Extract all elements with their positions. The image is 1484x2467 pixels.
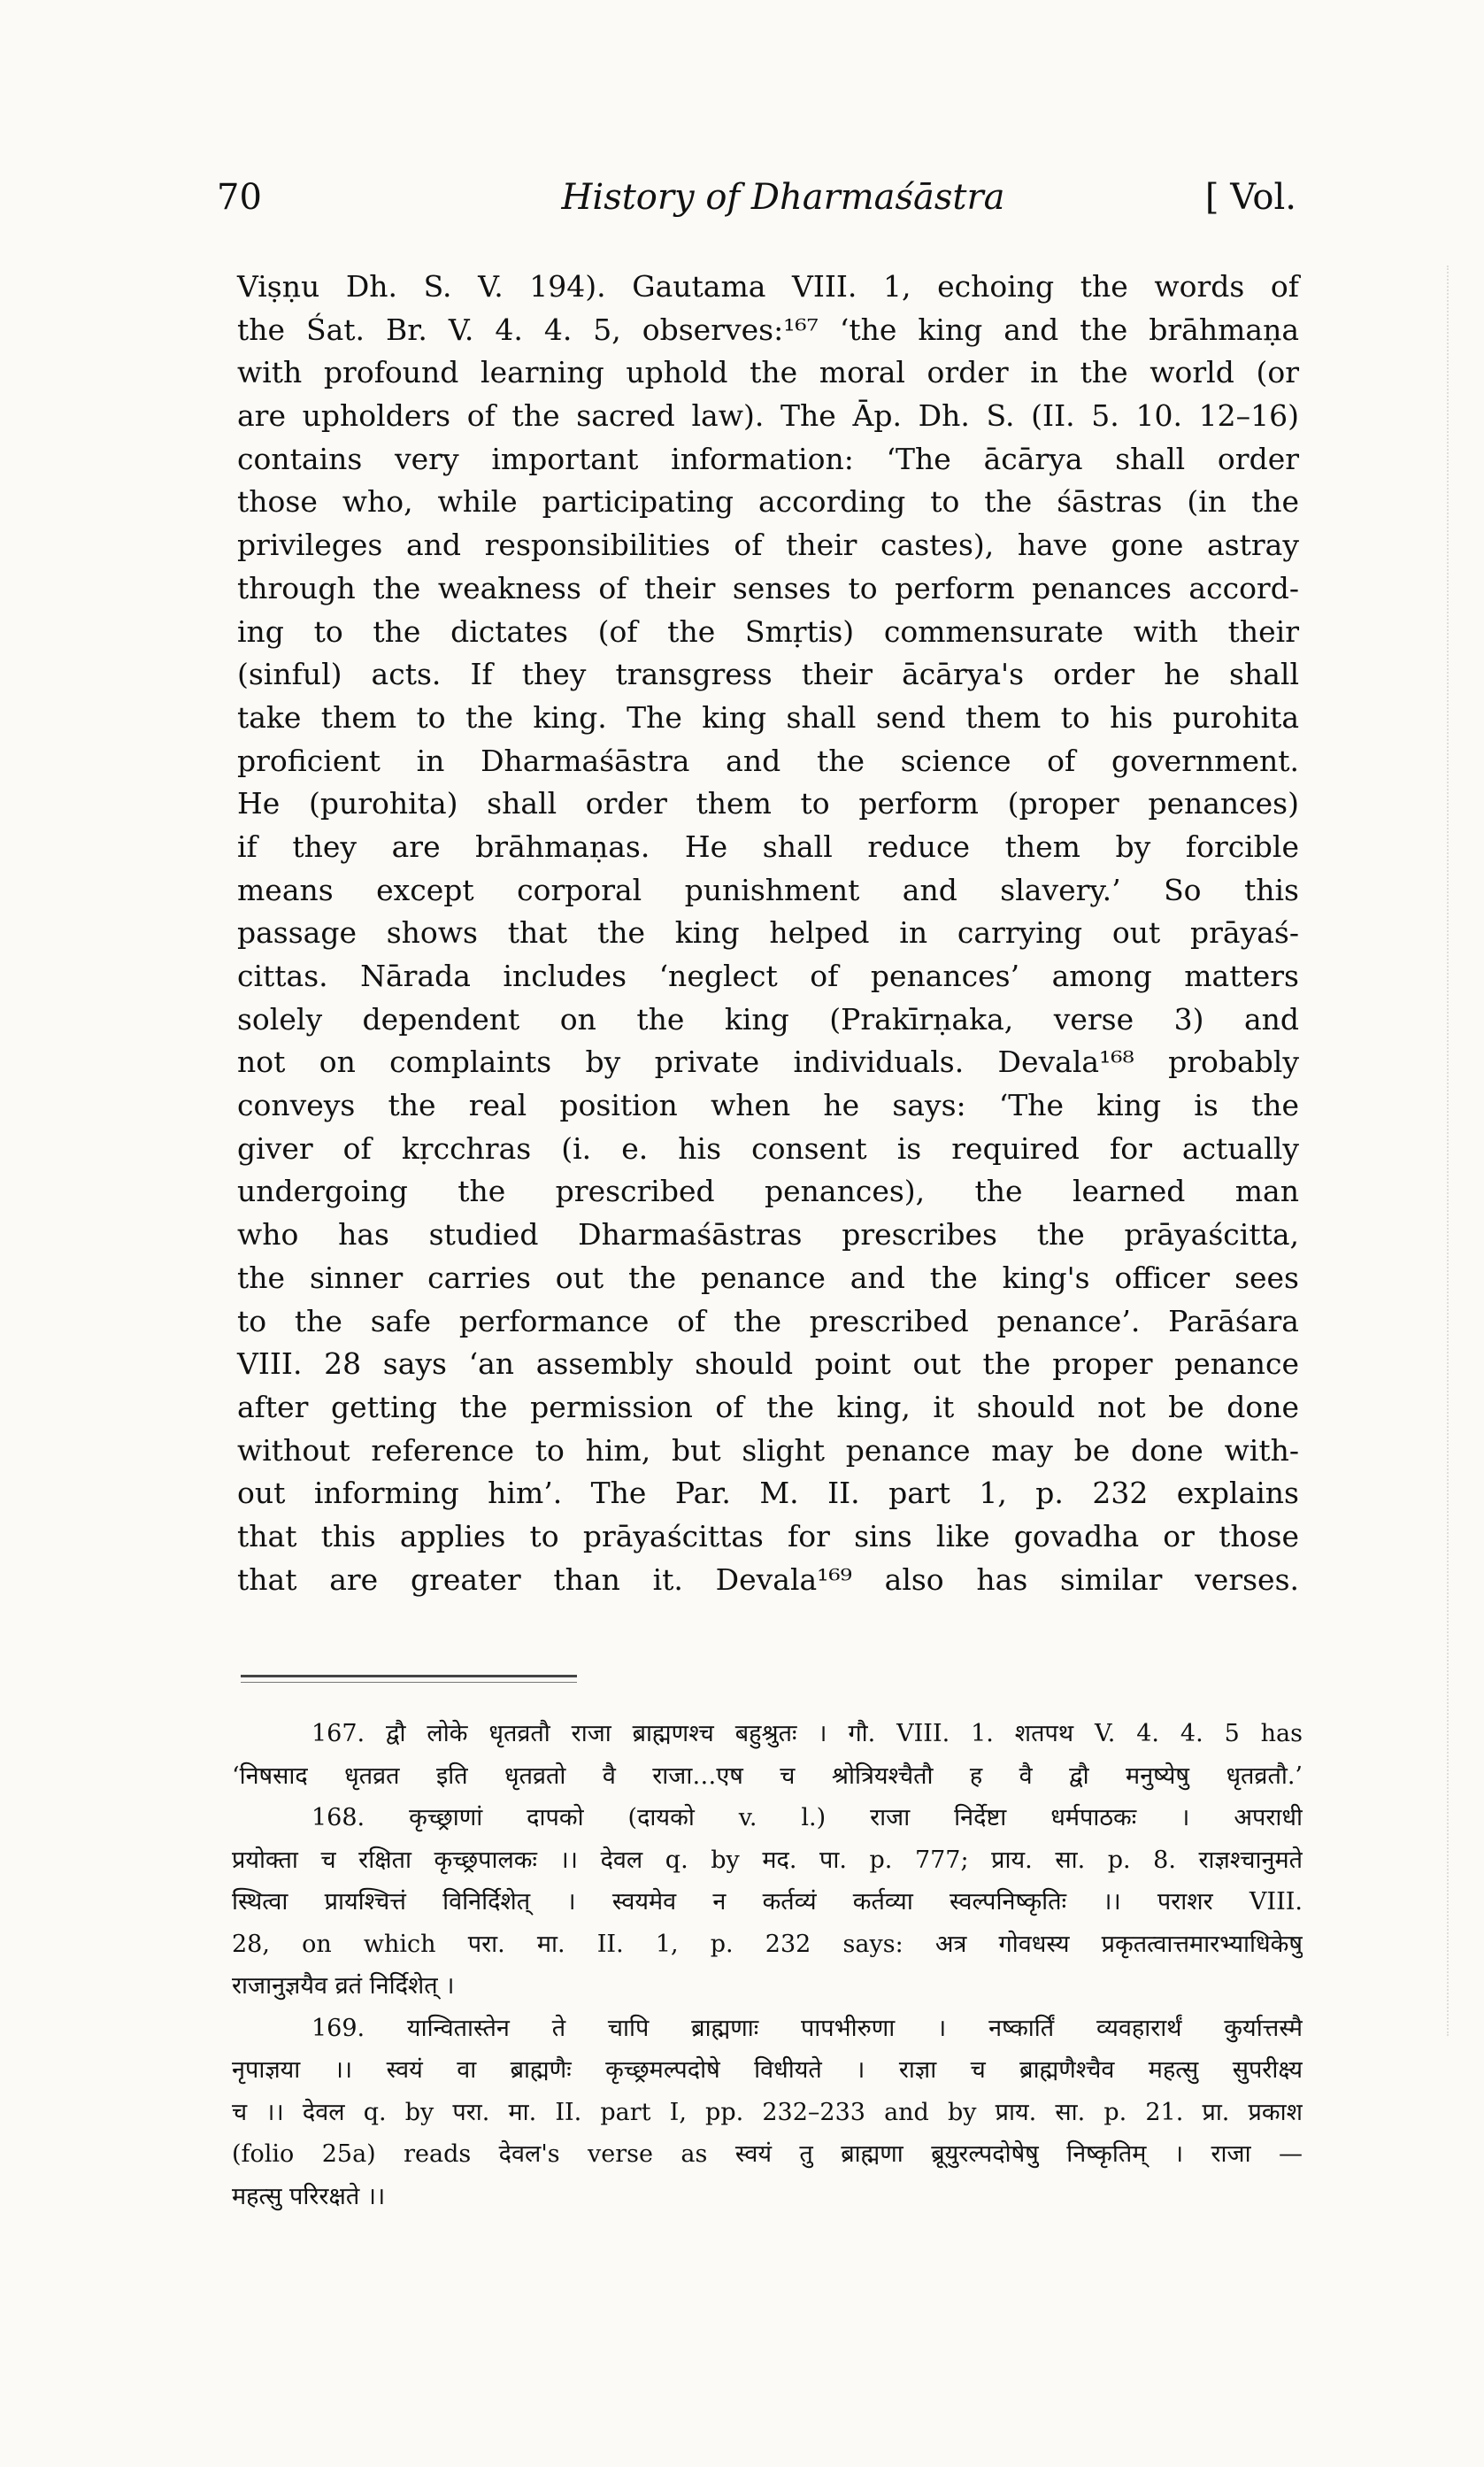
footnote-line: 169. यान्वितास्तेन ते चापि ब्राह्मणाः पापभीरुणा । नष्कार्तिं व्यवहारार्थं कुर्यात्तस्मै <box>311 2014 1303 2042</box>
text-line: the sinner carries out the penance and the king's officer sees <box>237 1260 1299 1295</box>
page-number: 70 <box>217 177 262 218</box>
footnote-line: महत्सु परिरक्षते ।। <box>232 2182 386 2210</box>
text-line: not on complaints by private individuals. Devala¹⁶⁸ probably <box>237 1045 1299 1080</box>
text-line: take them to the king. The king shall send them to his purohita <box>237 699 1299 735</box>
text-line: that are greater than it. Devala¹⁶⁹ also has similar verses. <box>237 1561 1299 1597</box>
text-line: contains very important information: ‘The ācārya shall order <box>237 441 1299 476</box>
main-text <box>237 266 1299 1601</box>
text-line: who has studied Dharmaśāstras prescribes the prāyaścitta, <box>237 1217 1299 1253</box>
text-line: giver of kṛcchras (i. e. his consent is required for actually <box>237 1130 1299 1166</box>
text-line: passage shows that the king helped in carrying out prāyaś- <box>237 915 1299 951</box>
volume-label: [ Vol. <box>1204 177 1296 218</box>
footnote-line: ‘निषसाद धृतव्रत इति धृतव्रतो वै राजा…एष च श्रोत्रियश्चैतौ ह वै द्वौ मनुष्येषु धृतव्रतौ.’ <box>232 1762 1303 1790</box>
footnote-line: 167. द्वौ लोके धृतव्रतौ राजा ब्राह्मणश्च बहुश्रुतः । गौ. VIII. 1. शतपथ V. 4. 4. 5 has <box>311 1720 1303 1747</box>
text-line: He (purohita) shall order them to perform (proper penances) <box>237 786 1299 821</box>
text-line: privileges and responsibilities of their castes), have gone astray <box>237 528 1299 563</box>
footnote-line: 168. कृच्छ्राणां दापको (दायको v. l.) राजा निर्देष्टा धर्मपाठकः । अपराधी <box>311 1804 1303 1831</box>
text-line: are upholders of the sacred law). The Āp. Dh. S. (II. 5. 10. 12–16) <box>237 398 1299 434</box>
footnote-line: च ।। देवल q. by परा. मा. II. part I, pp. 232–233 and by प्राय. सा. p. 21. प्रा. प्रकाश <box>232 2098 1303 2126</box>
text-line: if they are brāhmaṇas. He shall reduce them by forcible <box>237 829 1299 864</box>
footnote-line: नृपाज्ञया ।। स्वयं वा ब्राह्मणैः कृच्छ्रमल्पदोषे विधीयते । राज्ञा च ब्राह्मणैश्चैव महत्सु सुपरीक्ष्य <box>232 2056 1303 2084</box>
text-line: cittas. Nārada includes ‘neglect of penances’ among matters <box>237 959 1299 993</box>
text-line: solely dependent on the king (Prakīrṇaka, verse 3) and <box>237 1001 1299 1037</box>
text-line: VIII. 28 says ‘an assembly should point out the proper penance <box>237 1346 1299 1382</box>
page-header <box>217 177 1296 230</box>
text-line: those who, while participating according to the śāstras (in the <box>237 484 1299 520</box>
text-line: proficient in Dharmaśāstra and the science of government. <box>237 743 1299 778</box>
text-line: conveys the real position when he says: ‘The king is the <box>237 1088 1299 1123</box>
footnote-rule-thin <box>241 1682 577 1683</box>
text-line: out informing him’. The Par. M. II. part 1, p. 232 explains <box>237 1476 1299 1511</box>
footnote-line: राजानुज्ञयैव व्रतं निर्दिशेत् । <box>232 1972 455 2000</box>
footnote-line: 28, on which परा. मा. II. 1, p. 232 says: अत्र गोवधस्य प्रकृतत्वात्तमारभ्याधिकेषु <box>232 1930 1303 1958</box>
text-line: undergoing the prescribed penances), the learned man <box>237 1174 1299 1209</box>
footnote-line: स्थित्वा प्रायश्चित्तं विनिर्दिशेत् । स्वयमेव न कर्तव्यं कर्तव्या स्वल्पनिष्कृतिः ।। पराशर VIII. <box>232 1888 1303 1916</box>
text-line: means except corporal punishment and slavery.’ So this <box>237 872 1299 907</box>
text-line: the Śat. Br. V. 4. 4. 5, observes:¹⁶⁷ ‘the king and the brāhmaṇa <box>237 312 1299 347</box>
text-line: through the weakness of their senses to perform penances accord- <box>237 570 1299 605</box>
footnote-line: प्रयोक्ता च रक्षिता कृच्छ्रपालकः ।। देवल q. by मद. पा. p. 777; प्राय. सा. p. 8. राज्ञश्चानुमते <box>232 1846 1303 1874</box>
margin-scan-artifact <box>1443 266 1449 2036</box>
text-line: to the safe performance of the prescribed penance’. Parāśara <box>237 1303 1299 1338</box>
text-line: with profound learning uphold the moral order in the world (or <box>237 355 1299 390</box>
text-line: that this applies to prāyaścittas for sins like govadha or those <box>237 1518 1299 1553</box>
text-line: (sinful) acts. If they transgress their ācārya's order he shall <box>237 657 1299 692</box>
text-line: without reference to him, but slight penance may be done with- <box>237 1432 1299 1468</box>
text-line: after getting the permission of the king, it should not be done <box>237 1389 1299 1424</box>
footnotes <box>232 1713 1303 2217</box>
footnote-line: (folio 25a) reads देवल's verse as स्वयं तु ब्राह्मणा ब्रूयुरल्पदोषेषु निष्कृतिम् । राजा — <box>232 2140 1303 2168</box>
footnote-rule <box>241 1675 577 1677</box>
running-title: History of Dharmaśāstra <box>561 177 1005 218</box>
text-line: ing to the dictates (of the Smṛtis) commensurate with their <box>237 613 1299 649</box>
text-line: Viṣṇu Dh. S. V. 194). Gautama VIII. 1, echoing the words of <box>237 269 1299 304</box>
